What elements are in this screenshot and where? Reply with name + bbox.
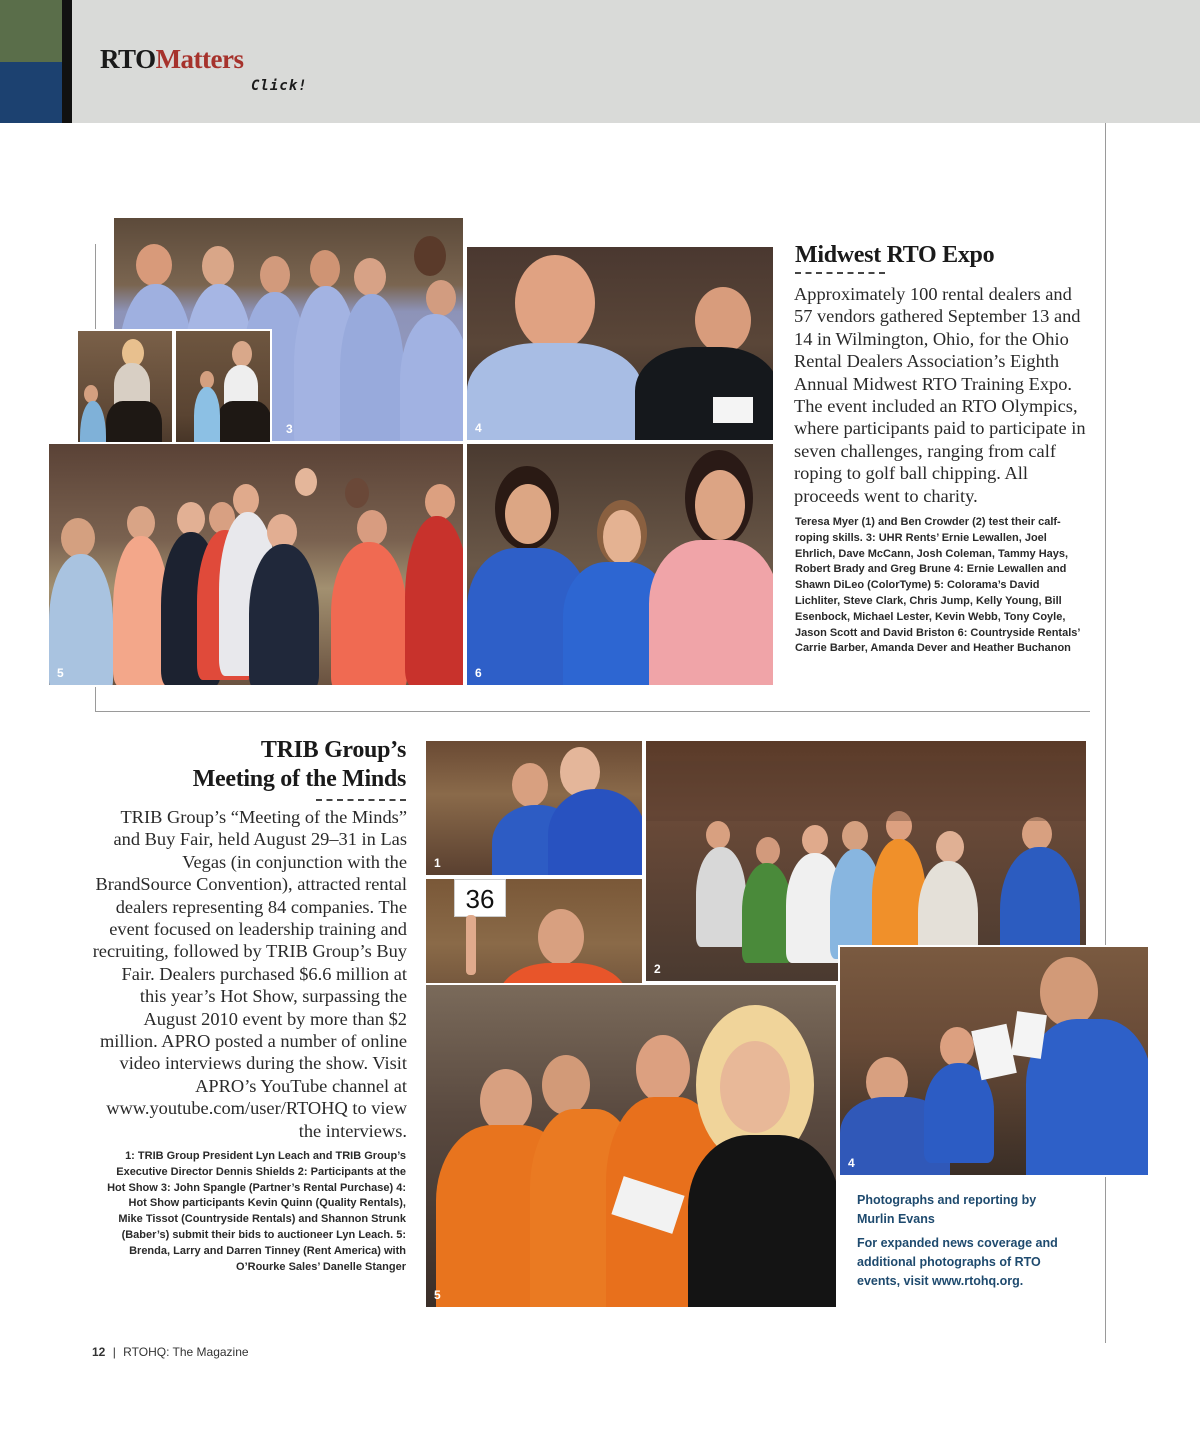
photo-person	[842, 821, 868, 851]
trib-photo-1	[424, 739, 644, 877]
photo-person	[649, 540, 775, 687]
photo-person	[340, 294, 404, 443]
photo-person	[696, 847, 746, 947]
photo-person	[127, 506, 155, 540]
photo-number: 3	[286, 422, 293, 436]
photo-person	[249, 544, 319, 687]
photo-person	[706, 821, 730, 849]
photo-person	[260, 256, 290, 294]
photo-person	[936, 831, 964, 863]
photo-person	[480, 1069, 532, 1133]
page-footer	[92, 1345, 249, 1359]
photo-person	[61, 518, 95, 558]
photo-person	[515, 255, 595, 351]
photo-person	[1040, 957, 1098, 1027]
title-underline	[316, 799, 406, 801]
more-info-note: For expanded news coverage and additional photographs of RTO events, visit www.rtohq.org.	[857, 1236, 1058, 1288]
photo-person	[177, 502, 205, 536]
photo-person	[505, 484, 551, 544]
photo-person	[357, 510, 387, 546]
photo-person	[603, 510, 641, 564]
photo-person	[202, 246, 234, 286]
bid-card	[454, 879, 506, 917]
page-header	[0, 0, 1200, 123]
midwest-photo-5	[47, 442, 465, 687]
trib-photo-4	[838, 945, 1150, 1177]
trib-title-line2: Meeting of the Minds	[192, 766, 406, 792]
photo-person	[756, 837, 780, 865]
photo-person	[688, 1135, 838, 1309]
photo-person	[635, 347, 775, 442]
photo-number: 6	[475, 666, 482, 680]
trib-photo-5	[424, 983, 838, 1309]
photo-person	[310, 250, 340, 288]
header-black-bar	[62, 0, 72, 123]
photo-person	[354, 258, 386, 296]
section-brand	[100, 44, 244, 75]
photo-person	[802, 825, 828, 855]
trib-title-line1: TRIB Group’s	[260, 737, 406, 763]
trib-body: TRIB Group’s “Meeting of the Minds” and Buy Fair, held August 29–31 in Las Vegas (in conjunction with the BrandSource Convention), attracted rental dealers representing 84 companies. The event focused on leadership training and recruiting, followed by TRIB Group’s Buy Fair. Dealers purchased $6.6 million at this year’s Hot Show, surpassing the August 2010 event by more than $2 million. APRO posted a number of online video interviews during the show. Visit APRO’s YouTube channel at www.youtube.com/user/RTOHQ to view the interviews.	[92, 807, 407, 1141]
photo-person	[400, 314, 465, 443]
photo-crowd	[646, 761, 1088, 821]
photo-person	[405, 516, 465, 686]
photo-person	[331, 542, 407, 687]
photo-person	[720, 1041, 790, 1133]
page-number: 12	[92, 1345, 106, 1359]
brand-suffix: Matters	[155, 44, 244, 74]
photo-number: 4	[848, 1156, 855, 1170]
photo-person	[695, 470, 745, 540]
photo-person	[742, 863, 792, 963]
name-badge	[713, 397, 753, 423]
photo-person	[548, 789, 644, 877]
midwest-photo-4	[465, 245, 775, 442]
midwest-caption: Teresa Myer (1) and Ben Crowder (2) test their calf-roping skills. 3: UHR Rents’ Ernie Lewallen, Joel Ehrlich, Dave McCann, Josh Coleman, Tammy Hays, Robert Brady and Greg Brune 4: Ernie Lewallen and Shawn DiLeo (ColorTyme) 5: Colorama’s David Lichliter, Steve Clark, Chris Jump, Kelly Young, Bill Esenbock, Michael Lester, Kevin Webb, Tony Coyle, Jason Scott and David Briston 6: Countryside Rentals’ Carrie Barber, Amanda Dever and Heather Buchanon	[795, 516, 1080, 655]
photo-person	[695, 287, 751, 353]
midwest-body: Approximately 100 rental dealers and 57 vendors gathered September 13 and 14 in Wilmington, Ohio, for the Ohio Rental Dealers Association’s Eighth Annual Midwest RTO Training Expo. The event included an RTO Olympics, where participants paid to participate in seven challenges, ranging from calf roping to golf ball chipping. All proceeds went to charity.	[794, 284, 1086, 506]
title-underline	[795, 272, 885, 274]
photo-person	[1022, 817, 1052, 851]
header-blue-block	[0, 62, 62, 123]
trib-caption: 1: TRIB Group President Lyn Leach and TRIB Group’s Executive Director Dennis Shields 2: Participants at the Hot Show 3: John Spangle (Partner’s Rental Purchase) 4: Hot Show participants Kevin Quinn (Quality Rentals), Mike Tissot (Countryside Rentals) and Shannon Strunk (Baber’s) submit their bids to auctioneer Lyn Leach. 5: Brenda, Larry and Darren Tinney (Rent America) with O’Rourke Sales’ Danelle Stanger	[107, 1150, 406, 1273]
photo-person	[1026, 1019, 1150, 1177]
photo-person	[512, 763, 548, 807]
section-divider	[95, 711, 1090, 712]
photo-person	[467, 343, 643, 442]
photo-person	[940, 1027, 974, 1067]
photo-person	[426, 280, 456, 316]
photo-number: 2	[654, 962, 661, 976]
photo-person	[136, 244, 172, 286]
brand-prefix: RTO	[100, 44, 156, 74]
midwest-photo-6	[465, 442, 775, 687]
photo-person	[345, 478, 369, 508]
photo-credit: Photographs and reporting by Murlin Evans	[857, 1193, 1037, 1226]
midwest-title: Midwest RTO Expo	[795, 242, 995, 268]
photo-person	[542, 1055, 590, 1115]
photo-person	[466, 915, 476, 975]
photo-paper	[1011, 1011, 1047, 1059]
publication-name: RTOHQ: The Magazine	[123, 1345, 249, 1359]
photo-person	[538, 909, 584, 965]
photo-person	[232, 341, 252, 367]
photo-number: 4	[475, 421, 482, 435]
photo-person	[414, 236, 446, 276]
section-subtitle: Click!	[251, 78, 308, 94]
header-green-block	[0, 0, 62, 62]
footer-separator: |	[112, 1345, 116, 1359]
photo-number: 1	[434, 856, 441, 870]
photo-person	[636, 1035, 690, 1103]
photo-person	[194, 387, 220, 447]
photo-number: 5	[57, 666, 64, 680]
photo-person	[295, 468, 317, 496]
photo-person	[425, 484, 455, 520]
photo-number: 5	[434, 1288, 441, 1302]
bid-card-number: 36	[465, 884, 495, 914]
